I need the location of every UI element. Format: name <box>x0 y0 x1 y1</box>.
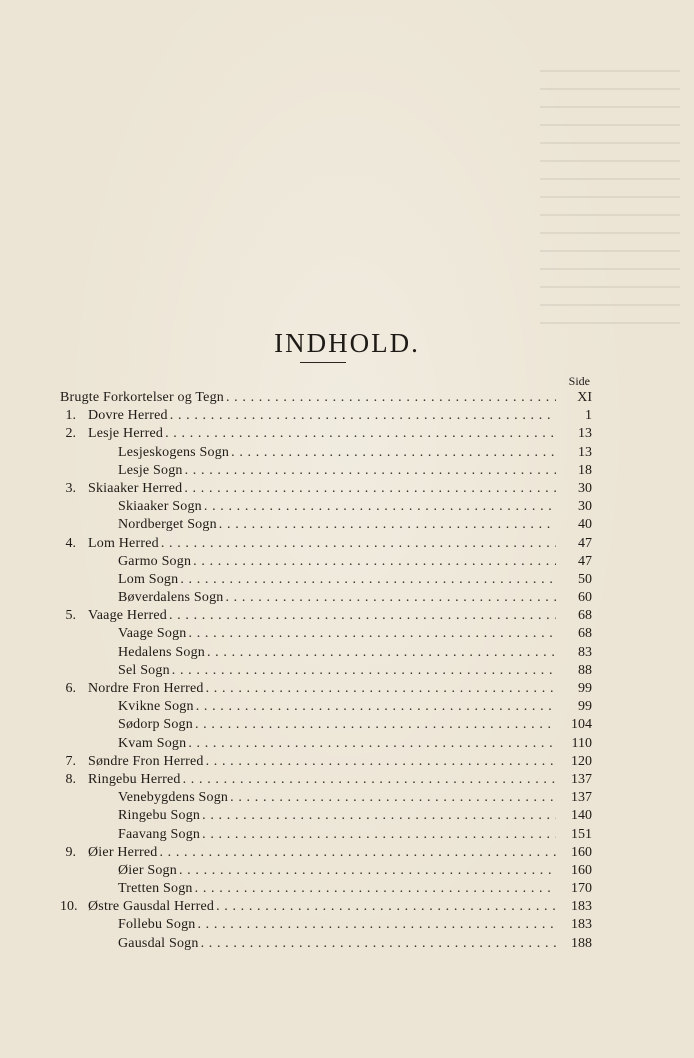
toc-entry-label: Østre Gausdal Herred <box>88 899 215 915</box>
page-title: INDHOLD. <box>274 328 420 359</box>
dot-leader <box>185 462 556 480</box>
dot-leader <box>180 571 556 589</box>
toc-entry-number: 10. <box>60 899 78 915</box>
toc-entry-page: 83 <box>578 644 592 660</box>
dot-leader <box>204 498 556 516</box>
dot-leader <box>216 898 556 916</box>
dot-leader <box>226 389 556 407</box>
toc-entry-page: 120 <box>571 753 592 769</box>
dot-leader <box>170 407 556 425</box>
toc-entry-page: 13 <box>578 444 592 460</box>
toc-entry <box>60 425 592 443</box>
toc-entry <box>60 571 592 589</box>
toc-entry-page: 183 <box>571 917 592 933</box>
toc-entry-page: 47 <box>578 553 592 569</box>
toc-entry-page: 30 <box>578 499 592 515</box>
toc-entry <box>60 589 592 607</box>
side-column-header: Side <box>568 374 590 388</box>
toc-entry-page: 88 <box>578 662 592 678</box>
toc-entry <box>60 498 592 516</box>
toc-entry-page: 40 <box>578 517 592 533</box>
toc-entry-number: 6. <box>65 681 76 696</box>
toc-entry-label: Vaage Herred <box>88 608 167 624</box>
toc-entry-label: Øier Sogn <box>118 862 177 878</box>
toc-entry-page: 68 <box>578 608 592 624</box>
toc-entry <box>60 644 592 662</box>
toc-entry-page: 104 <box>571 717 592 733</box>
toc-entry-page: 13 <box>578 426 592 442</box>
toc-entry <box>60 844 592 862</box>
toc-entry <box>60 444 592 462</box>
toc-entry-number: 5. <box>65 608 76 624</box>
dot-leader <box>189 625 557 643</box>
toc-entry-page: 151 <box>571 826 592 842</box>
toc-entry <box>60 771 592 789</box>
dot-leader <box>172 662 556 680</box>
toc-entry-label: Lom Herred <box>88 535 159 551</box>
toc-entry-label: Tretten Sogn <box>118 881 193 897</box>
toc-entry-label: Lesjeskogens Sogn <box>118 444 230 460</box>
toc-entry-page: 1 <box>585 408 592 424</box>
dot-leader <box>225 589 556 607</box>
dot-leader <box>183 771 556 789</box>
toc-entry-number: 2. <box>65 426 76 442</box>
toc-entry-label: Ringebu Herred <box>88 771 181 787</box>
dot-leader <box>202 807 556 825</box>
toc-entry <box>60 916 592 934</box>
toc-entry <box>60 698 592 716</box>
toc-entry <box>60 680 592 698</box>
dot-leader <box>179 862 556 880</box>
toc-entry-page: 170 <box>571 881 592 897</box>
toc-entry-page: 137 <box>571 771 592 787</box>
toc-entry-label: Dovre Herred <box>88 408 168 424</box>
toc-entry-page: 99 <box>578 699 592 715</box>
dot-leader <box>195 716 556 734</box>
dot-leader <box>161 535 556 553</box>
dot-leader <box>197 916 556 934</box>
toc-entry-number: 9. <box>65 844 76 860</box>
toc-entry <box>60 625 592 643</box>
toc-entry <box>60 807 592 825</box>
dot-leader <box>206 680 556 698</box>
toc-entry-label: Nordberget Sogn <box>118 517 217 533</box>
toc-entry-label: Øier Herred <box>88 844 158 860</box>
toc-entry <box>60 662 592 680</box>
toc-entry-page: 30 <box>578 480 592 496</box>
dot-leader <box>195 880 556 898</box>
toc-entry-label: Lesje Herred <box>88 426 164 442</box>
toc-entry <box>60 535 592 553</box>
toc-entry-page: XI <box>577 390 592 405</box>
toc-entry-label: Sel Sogn <box>118 662 170 678</box>
toc-entry-number: 7. <box>65 753 76 769</box>
toc-entry-page: 160 <box>571 844 592 860</box>
toc-entry-label: Hedalens Sogn <box>118 644 205 660</box>
table-of-contents <box>60 389 592 953</box>
dot-leader <box>202 826 556 844</box>
dot-leader <box>188 735 556 753</box>
toc-entry <box>60 716 592 734</box>
toc-entry-label: Kvikne Sogn <box>118 699 194 715</box>
toc-entry-number: 1. <box>65 408 76 424</box>
toc-entry-page: 60 <box>578 590 592 606</box>
toc-entry-label: Ringebu Sogn <box>118 808 201 824</box>
toc-entry-label: Garmo Sogn <box>118 553 192 569</box>
dot-leader <box>165 425 556 443</box>
toc-entry <box>60 826 592 844</box>
toc-entry-page: 183 <box>571 899 592 915</box>
toc-entry-page: 140 <box>571 808 592 824</box>
toc-entry-label: Søndre Fron Herred <box>88 753 204 769</box>
toc-entry-label: Venebygdens Sogn <box>118 790 229 806</box>
dot-leader <box>169 607 556 625</box>
dot-leader <box>206 753 556 771</box>
toc-entry-page: 99 <box>578 681 592 696</box>
dot-leader <box>159 844 556 862</box>
toc-entry <box>60 462 592 480</box>
toc-entry <box>60 553 592 571</box>
toc-entry-label: Sødorp Sogn <box>118 717 193 733</box>
toc-entry <box>60 607 592 625</box>
toc-entry-label: Bøverdalens Sogn <box>118 590 224 606</box>
toc-entry-number: 4. <box>65 535 76 551</box>
dot-leader <box>193 553 556 571</box>
toc-entry-label: Lesje Sogn <box>118 462 183 478</box>
toc-entry-label: Follebu Sogn <box>118 917 196 933</box>
toc-entry <box>60 407 592 425</box>
toc-entry-label: Kvam Sogn <box>118 735 187 751</box>
toc-entry <box>60 735 592 753</box>
dot-leader <box>196 698 556 716</box>
bleed-through-texture <box>540 70 680 330</box>
toc-entry-label: Gausdal Sogn <box>118 935 199 951</box>
dot-leader <box>207 644 556 662</box>
toc-entry <box>60 389 592 407</box>
toc-entry <box>60 789 592 807</box>
toc-entry-page: 18 <box>578 462 592 478</box>
toc-entry-page: 110 <box>571 735 592 751</box>
toc-entry-page: 68 <box>578 626 592 642</box>
toc-entry-number: 8. <box>65 771 76 787</box>
dot-leader <box>219 516 556 534</box>
dot-leader <box>230 789 556 807</box>
toc-entry-label: Brugte Forkortelser og Tegn <box>60 390 224 405</box>
toc-entry-number: 3. <box>65 480 76 496</box>
dot-leader <box>231 444 556 462</box>
toc-entry <box>60 880 592 898</box>
toc-entry-label: Skiaaker Herred <box>88 480 183 496</box>
toc-entry <box>60 480 592 498</box>
toc-entry-page: 47 <box>578 535 592 551</box>
toc-entry-label: Faavang Sogn <box>118 826 201 842</box>
toc-entry-label: Vaage Sogn <box>118 626 187 642</box>
toc-entry <box>60 935 592 953</box>
toc-entry <box>60 516 592 534</box>
toc-entry <box>60 898 592 916</box>
toc-entry-page: 50 <box>578 571 592 587</box>
toc-entry-page: 137 <box>571 790 592 806</box>
title-rule <box>300 362 346 363</box>
toc-entry-page: 160 <box>571 862 592 878</box>
toc-entry <box>60 862 592 880</box>
dot-leader <box>201 935 556 953</box>
toc-entry-label: Lom Sogn <box>118 571 179 587</box>
toc-entry-label: Skiaaker Sogn <box>118 499 202 515</box>
toc-entry <box>60 753 592 771</box>
toc-entry-label: Nordre Fron Herred <box>88 681 204 696</box>
dot-leader <box>184 480 556 498</box>
toc-entry-page: 188 <box>571 935 592 951</box>
